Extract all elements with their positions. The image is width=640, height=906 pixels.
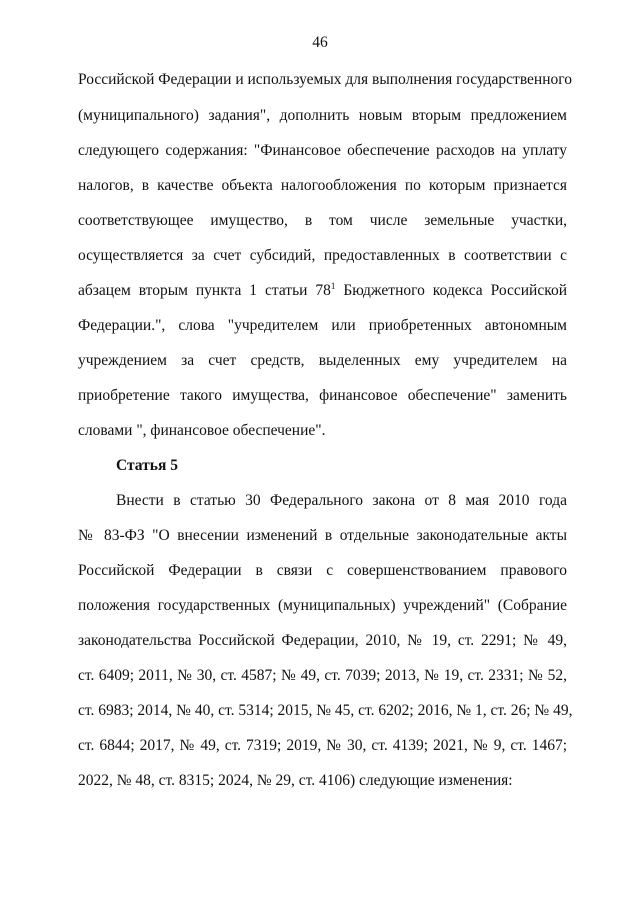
text-segment: Бюджетного кодекса Российской	[335, 282, 567, 299]
text-line: налогов, в качестве объекта налогообложения по которым признается	[78, 177, 567, 194]
text-line-with-superscript	[78, 281, 567, 301]
text-line: ст. 6844; 2017, № 49, ст. 7319; 2019, № 30, ст. 4139; 2021, № 9, ст. 1467;	[78, 737, 567, 754]
text-line: приобретение такого имущества, финансовое обеспечение" заменить	[78, 387, 567, 404]
text-line: словами ", финансовое обеспечение".	[78, 422, 326, 439]
text-line: ст. 6409; 2011, № 30, ст. 4587; № 49, ст. 7039; 2013, № 19, ст. 2331; № 52,	[78, 667, 567, 684]
text-line: Внести в статью 30 Федерального закона от 8 мая 2010 года	[116, 492, 567, 509]
text-line: учреждением за счет средств, выделенных ему учредителем на	[78, 352, 567, 369]
text-line: Российской Федерации и используемых для выполнения государственного	[78, 71, 572, 88]
text-line: соответствующее имущество, в том числе земельные участки,	[78, 212, 567, 229]
text-line: Федерации.", слова "учредителем или приобретенных автономным	[78, 317, 567, 334]
text-line: осуществляется за счет субсидий, предоставленных в соответствии с	[78, 247, 567, 264]
text-segment: абзацем вторым пункта 1 статьи 78	[78, 282, 331, 299]
text-line: № 83-ФЗ "О внесении изменений в отдельные законодательные акты	[78, 527, 567, 544]
page-number: 46	[312, 34, 328, 51]
text-line: Российской Федерации в связи с совершенствованием правового	[78, 562, 567, 579]
text-line: (муниципального) задания", дополнить новым вторым предложением	[78, 107, 567, 124]
superscript: 1	[330, 281, 336, 291]
text-line: ст. 6983; 2014, № 40, ст. 5314; 2015, № 45, ст. 6202; 2016, № 1, ст. 26; № 49,	[78, 702, 573, 719]
text-line: следующего содержания: "Финансовое обеспечение расходов на уплату	[78, 142, 567, 159]
text-line: законодательства Российской Федерации, 2010, № 19, ст. 2291; № 49,	[78, 632, 567, 649]
text-line: положения государственных (муниципальных) учреждений" (Собрание	[78, 597, 567, 614]
article-heading: Статья 5	[116, 457, 178, 474]
text-line: 2022, № 48, ст. 8315; 2024, № 29, ст. 4106) следующие изменения:	[78, 772, 513, 789]
